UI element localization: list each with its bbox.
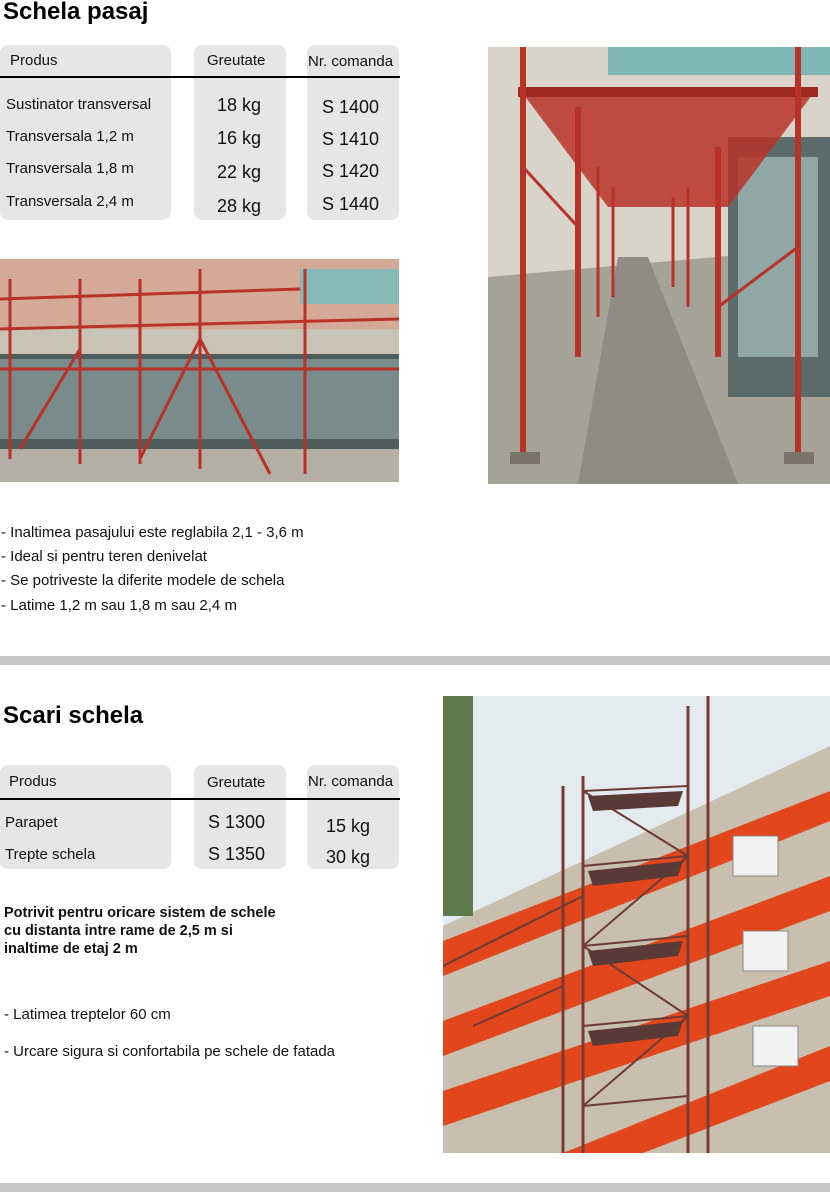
table-cell-weight: S 1350	[208, 844, 266, 864]
table-cell-product: Parapet	[5, 814, 58, 831]
table-cell-order: 15 kg	[326, 816, 371, 836]
feature-item: - Se potriveste la diferite modele de schela	[1, 572, 285, 589]
compatibility-note	[4, 904, 276, 958]
table-cell-product: Sustinator transversal	[6, 96, 152, 113]
feature-item: - Urcare sigura si confortabila pe schele de fatada	[4, 1043, 336, 1060]
photo-passage-facade	[0, 259, 399, 482]
table-cell-weight: 18 kg	[217, 95, 262, 115]
table-cell-order: S 1420	[322, 161, 380, 181]
table-cell-weight: 28 kg	[217, 196, 262, 216]
photo-walkway-passage	[488, 47, 830, 484]
section-title-scari: Scari schela	[3, 702, 144, 729]
table-header-rule	[0, 798, 400, 800]
note-line: Potrivit pentru oricare sistem de schele	[4, 905, 276, 921]
table-header-product: Produs	[10, 52, 58, 69]
table-cell-order: S 1400	[322, 97, 380, 117]
feature-item: - Ideal si pentru teren denivelat	[1, 548, 207, 565]
table-cell-order: S 1440	[322, 194, 380, 214]
table-header-order: Nr. comanda	[308, 53, 394, 70]
feature-item: - Latimea treptelor 60 cm	[4, 1006, 171, 1023]
table-cell-weight: S 1300	[208, 812, 266, 832]
table-cell-weight: 16 kg	[217, 128, 262, 148]
feature-item: - Inaltimea pasajului este reglabila 2,1 - 3,6 m	[1, 524, 304, 541]
feature-item: - Latime 1,2 m sau 1,8 m sau 2,4 m	[1, 597, 237, 614]
table-header-product: Produs	[9, 773, 57, 790]
section-title-pasaj: Schela pasaj	[3, 0, 149, 25]
table-cell-product: Transversala 2,4 m	[6, 193, 134, 210]
table-header-weight: Greutate	[207, 774, 266, 791]
table-cell-order: S 1410	[322, 129, 380, 149]
note-line: cu distanta intre rame de 2,5 m si	[4, 923, 233, 939]
table-header-rule	[0, 76, 400, 78]
table-cell-product: Trepte schela	[5, 846, 96, 863]
table-cell-product: Transversala 1,8 m	[6, 160, 134, 177]
section-separator	[0, 656, 830, 665]
table-cell-weight: 22 kg	[217, 162, 262, 182]
table-header-weight: Greutate	[207, 52, 266, 69]
table-header-order: Nr. comanda	[308, 773, 394, 790]
note-line: inaltime de etaj 2 m	[4, 941, 138, 957]
table-cell-order: 30 kg	[326, 847, 371, 867]
table-cell-product: Transversala 1,2 m	[6, 128, 134, 145]
photo-stair-tower	[443, 696, 830, 1153]
